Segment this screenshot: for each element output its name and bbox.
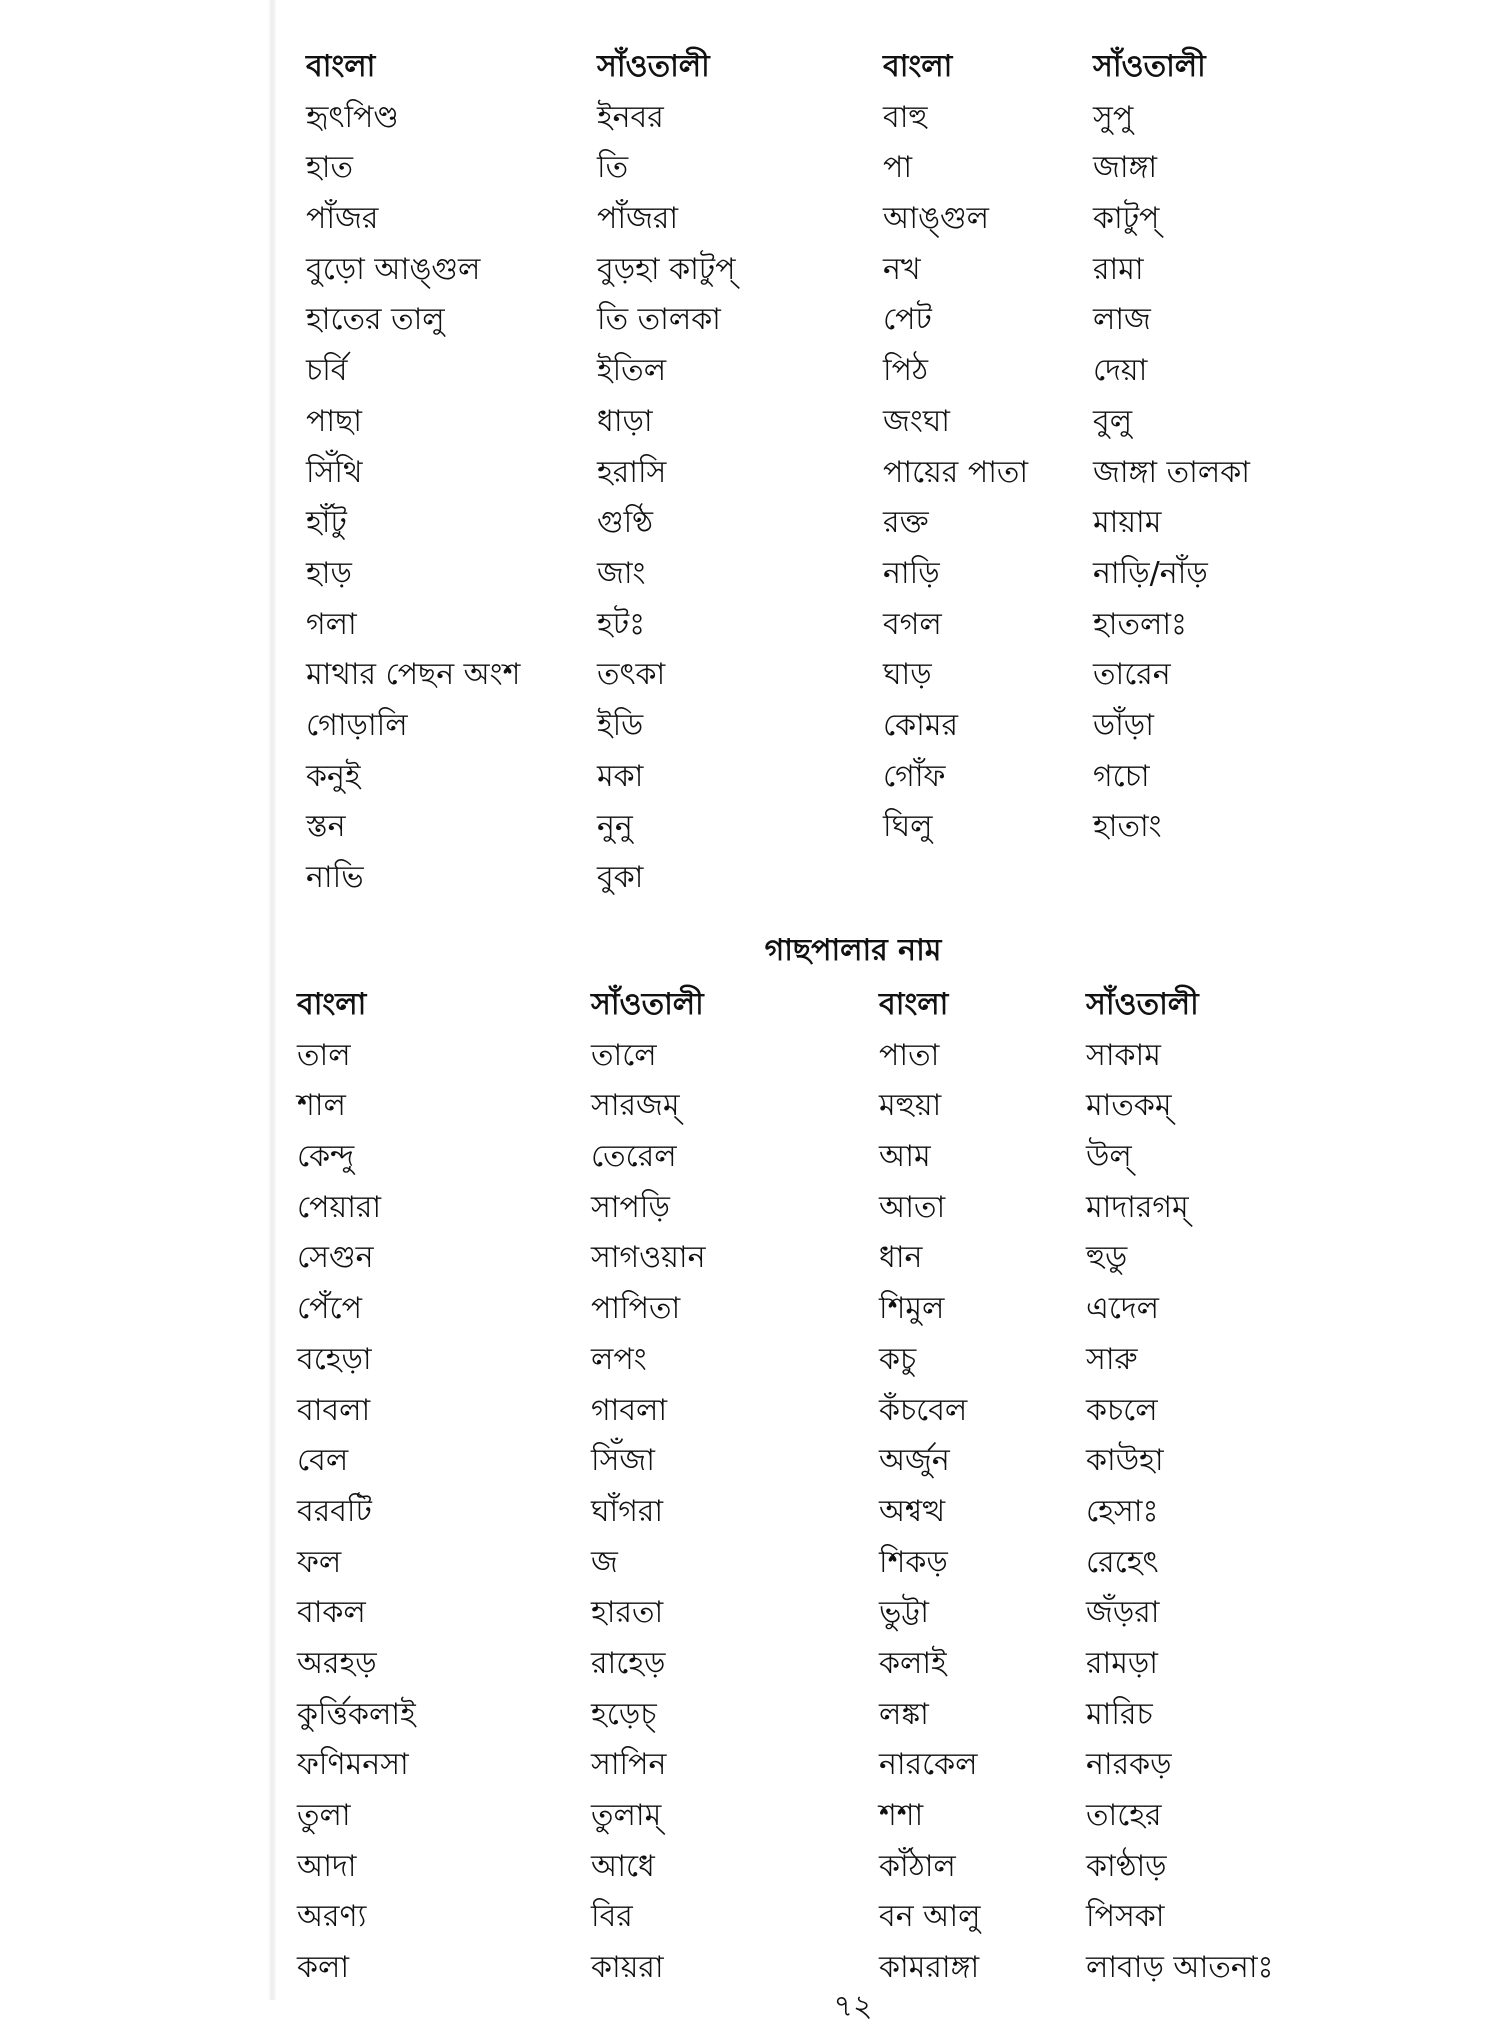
table-row — [0, 605, 1500, 656]
table-cell: ইতিল — [597, 353, 667, 389]
table-row — [0, 1188, 1500, 1239]
table-cell: সিঁথি — [306, 454, 363, 490]
table-cell: আম — [879, 1139, 931, 1175]
table-cell: ভুট্টা — [879, 1595, 929, 1631]
table-cell: আধে — [591, 1848, 655, 1884]
table-cell: এদেল — [1086, 1291, 1159, 1327]
table-cell: জাঙ্গা — [1093, 150, 1158, 186]
table-cell: লাবাড় আতনাঃ — [1086, 1950, 1274, 1986]
table-cell: রেহেৎ — [1086, 1544, 1159, 1580]
table-row — [0, 1897, 1500, 1948]
column-header: সাঁওতালী — [597, 49, 710, 84]
table-cell: সুপু — [1093, 99, 1134, 135]
table-cell: ঘিলু — [883, 809, 933, 845]
table-cell: জ — [591, 1544, 618, 1580]
table-cell: নুনু — [597, 809, 633, 845]
table-row — [0, 1289, 1500, 1340]
table-cell: ইডি — [597, 707, 644, 743]
table-cell: ডাঁড়া — [1093, 707, 1154, 743]
table-cell: অশ্বত্থ — [879, 1493, 946, 1529]
table-cell: মায়াম — [1093, 505, 1162, 541]
table-row — [0, 453, 1500, 504]
table-cell: উল্ — [1086, 1139, 1132, 1175]
table-cell: রামড়া — [1086, 1645, 1158, 1681]
table-cell: ফণিমনসা — [297, 1747, 409, 1783]
table-cell: জঁড়রা — [1086, 1595, 1160, 1631]
table-row — [0, 1391, 1500, 1442]
page-number: ৭২ — [833, 1989, 873, 2024]
table-cell: পেয়ারা — [297, 1189, 382, 1225]
table-cell: জাঙ্গা তালকা — [1093, 454, 1250, 490]
table-cell: গুণ্ঠি — [597, 505, 653, 541]
table-cell: কাঁঠাল — [879, 1848, 956, 1884]
table-row — [0, 402, 1500, 453]
table-row — [0, 1847, 1500, 1898]
table-cell: হাতলাঃ — [1093, 606, 1188, 642]
table-cell: হুডু — [1086, 1240, 1128, 1276]
table-cell: বুড়হা কাটুপ্ — [597, 251, 736, 287]
table-cell: হৃৎপিণ্ড — [306, 99, 399, 135]
table-cell: নারকেল — [879, 1747, 978, 1783]
table-cell: শশা — [879, 1798, 924, 1833]
table-cell: ধাড়া — [597, 403, 653, 439]
table-cell: কচু — [879, 1341, 917, 1377]
table-cell: পেঁপে — [297, 1291, 362, 1327]
table-row — [0, 1238, 1500, 1289]
table-cell: জংঘা — [883, 403, 950, 439]
table-row — [0, 1593, 1500, 1644]
table-cell: সিঁজা — [591, 1443, 655, 1479]
table-cell: মারিচ — [1086, 1696, 1153, 1732]
table-cell: তারেন — [1093, 657, 1171, 693]
table-cell: তেরেল — [591, 1139, 677, 1175]
table-row — [0, 1543, 1500, 1594]
table-cell: কাটুপ্ — [1093, 201, 1160, 237]
table-row — [0, 554, 1500, 605]
table-cell: সাগওয়ান — [591, 1240, 706, 1276]
table-cell: বরবটি — [297, 1493, 372, 1529]
table-cell: পাতা — [879, 1037, 940, 1073]
table-cell: বুলু — [1093, 403, 1133, 439]
body-parts-table — [0, 47, 1500, 909]
table-cell: লপং — [591, 1341, 647, 1377]
table-cell: তালে — [591, 1037, 657, 1073]
table-cell: গোড়ালি — [306, 707, 408, 743]
table-cell: বাহু — [883, 99, 928, 135]
table-cell: বেল — [297, 1443, 349, 1479]
table-cell: বুড়ো আঙ্গুল — [306, 251, 481, 287]
header-row — [0, 47, 1500, 98]
table-cell: হাত — [306, 150, 353, 186]
table-cell: তাল — [297, 1037, 351, 1073]
table-cell: দেয়া — [1093, 353, 1148, 389]
table-cell: সারু — [1086, 1341, 1138, 1377]
table-row — [0, 1695, 1500, 1746]
table-cell: শিমুল — [879, 1291, 945, 1327]
table-cell: মাথার পেছন অংশ — [306, 657, 521, 693]
table-row — [0, 655, 1500, 706]
table-cell: হড়েচ্ — [591, 1696, 657, 1732]
column-header: সাঁওতালী — [1093, 49, 1206, 84]
table-cell: নাড়ি — [883, 555, 940, 591]
column-header: বাংলা — [879, 987, 949, 1022]
table-row — [0, 351, 1500, 402]
table-cell: বির — [591, 1899, 633, 1935]
table-cell: সাপড়ি — [591, 1189, 670, 1225]
table-row — [0, 858, 1500, 909]
table-cell: মহুয়া — [879, 1088, 942, 1124]
table-cell: তি — [597, 150, 629, 186]
column-header: বাংলা — [297, 987, 367, 1022]
table-row — [0, 757, 1500, 808]
table-cell: নাড়ি/নাঁড় — [1093, 555, 1208, 591]
table-cell: পা — [883, 150, 913, 186]
table-cell: আঙ্গুল — [883, 201, 989, 237]
table-cell: মাদারগম্ — [1086, 1189, 1189, 1225]
table-cell: রক্ত — [883, 505, 929, 541]
table-cell: রামা — [1093, 251, 1144, 287]
table-cell: নাভি — [306, 860, 364, 895]
table-row — [0, 503, 1500, 554]
table-cell: কায়রা — [591, 1950, 664, 1986]
table-row — [0, 1340, 1500, 1391]
table-cell: ইনবর — [597, 99, 664, 135]
table-row — [0, 706, 1500, 757]
table-cell: পাঁজরা — [597, 201, 679, 237]
table-cell: হাতাং — [1093, 809, 1162, 845]
table-cell: ঘাড় — [883, 657, 932, 693]
table-cell: চর্বি — [306, 353, 348, 389]
table-row — [0, 300, 1500, 351]
column-header: বাংলা — [306, 49, 376, 84]
table-cell: কনুই — [306, 758, 361, 794]
table-cell: হাঁটু — [306, 505, 347, 541]
table-cell: জাং — [597, 555, 646, 591]
table-cell: আতা — [879, 1189, 946, 1225]
table-row — [0, 1086, 1500, 1137]
table-cell: গচো — [1093, 758, 1150, 794]
table-row — [0, 807, 1500, 858]
table-cell: সাকাম — [1086, 1037, 1161, 1073]
plants-table — [0, 985, 1500, 1999]
table-cell: সাপিন — [591, 1747, 667, 1783]
column-header: বাংলা — [883, 49, 953, 84]
table-cell: সেগুন — [297, 1240, 374, 1276]
table-cell: বগল — [883, 606, 942, 642]
table-cell: তি তালকা — [597, 302, 721, 338]
table-cell: নখ — [883, 251, 921, 287]
table-cell: নারকড় — [1086, 1747, 1172, 1783]
table-cell: শিকড় — [879, 1544, 948, 1580]
table-cell: শাল — [297, 1088, 346, 1124]
table-cell: তাহের — [1086, 1798, 1162, 1833]
table-cell: ঘাঁগরা — [591, 1493, 664, 1529]
table-cell: লাজ — [1093, 302, 1151, 338]
table-cell: কলাই — [879, 1645, 947, 1681]
header-row — [0, 985, 1500, 1036]
table-row — [0, 1644, 1500, 1695]
table-cell: পাঁজর — [306, 201, 379, 237]
table-cell: হারতা — [591, 1595, 664, 1631]
table-row — [0, 1137, 1500, 1188]
table-cell: গোঁফ — [883, 758, 946, 794]
section-title: গাছপালার নাম — [764, 933, 942, 968]
table-cell: হাড় — [306, 555, 352, 591]
column-header: সাঁওতালী — [1086, 987, 1199, 1022]
table-cell: পিসকা — [1086, 1899, 1165, 1935]
table-cell: ধান — [879, 1240, 923, 1276]
table-row — [0, 1796, 1500, 1847]
table-cell: পাছা — [306, 403, 362, 439]
table-cell: স্তন — [306, 809, 346, 845]
column-header: সাঁওতালী — [591, 987, 704, 1022]
table-row — [0, 1036, 1500, 1087]
table-cell: গলা — [306, 606, 357, 642]
table-cell: অরণ্য — [297, 1899, 367, 1935]
table-cell: রাহেড় — [591, 1645, 666, 1681]
table-cell: কুর্ত্তিকলাই — [297, 1696, 416, 1732]
table-cell: কলা — [297, 1950, 350, 1986]
table-cell: মকা — [597, 758, 644, 794]
table-row — [0, 199, 1500, 250]
table-cell: কাণ্ঠাড় — [1086, 1848, 1167, 1884]
table-cell: পায়ের পাতা — [883, 454, 1029, 490]
table-cell: সারজম্ — [591, 1088, 680, 1124]
table-cell: কচলে — [1086, 1392, 1158, 1428]
table-cell: তুলা — [297, 1798, 351, 1833]
table-cell: বাকল — [297, 1595, 366, 1631]
table-cell: পিঠ — [883, 353, 928, 389]
table-cell: হরাসি — [597, 454, 667, 490]
table-cell: তুলাম্ — [591, 1798, 662, 1833]
table-cell: হাতের তালু — [306, 302, 445, 338]
table-cell: পেট — [883, 302, 932, 338]
table-row — [0, 1441, 1500, 1492]
table-row — [0, 98, 1500, 149]
table-cell: কাউহা — [1086, 1443, 1164, 1479]
table-cell: কামরাঙ্গা — [879, 1950, 980, 1986]
table-cell: বহেড়া — [297, 1341, 372, 1377]
table-cell: বন আলু — [879, 1899, 981, 1935]
table-cell: ফল — [297, 1544, 342, 1580]
table-row — [0, 148, 1500, 199]
table-row — [0, 1745, 1500, 1796]
table-cell: কেন্দু — [297, 1139, 355, 1175]
table-cell: আদা — [297, 1848, 357, 1884]
table-cell: অর্জুন — [879, 1443, 950, 1479]
table-cell: বাবলা — [297, 1392, 371, 1428]
table-cell: তৎকা — [597, 657, 666, 693]
table-cell: মাতকম্ — [1086, 1088, 1172, 1124]
table-cell: হেসাঃ — [1086, 1493, 1159, 1529]
table-row — [0, 1492, 1500, 1543]
table-cell: অরহড় — [297, 1645, 377, 1681]
table-cell: বুকা — [597, 860, 644, 895]
table-cell: লঙ্কা — [879, 1696, 929, 1732]
table-cell: গাবলা — [591, 1392, 668, 1428]
table-cell: কোমর — [883, 707, 959, 743]
table-cell: হটঃ — [597, 606, 646, 642]
table-row — [0, 250, 1500, 301]
table-cell: কঁচবেল — [879, 1392, 968, 1428]
table-cell: পাপিতা — [591, 1291, 681, 1327]
